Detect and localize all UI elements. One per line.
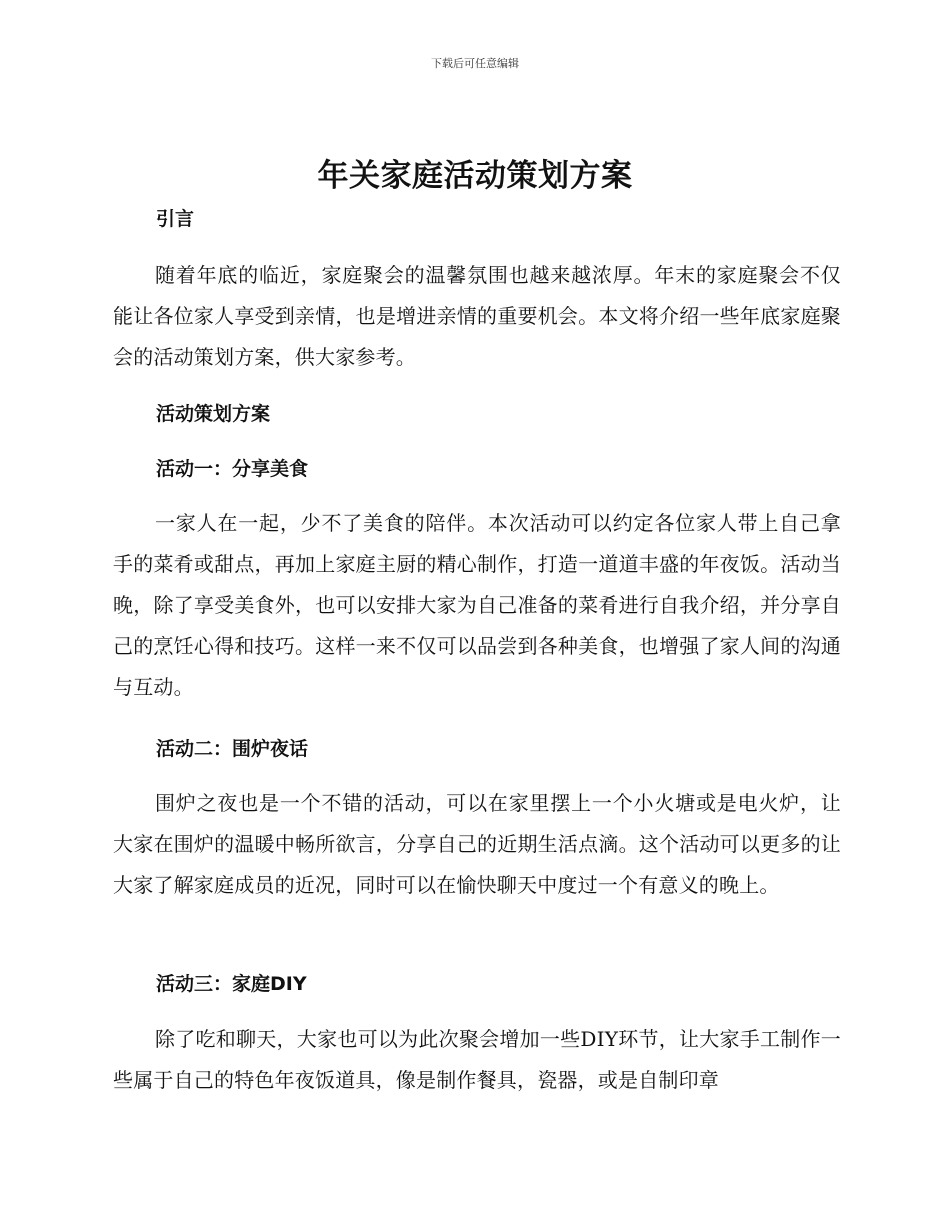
section-heading-activity-1: 活动一：分享美食 [156, 458, 309, 480]
paragraph-activity-3: 除了吃和聊天，大家也可以为此次聚会增加一些DIY环节，让大家手工制作一些属于自己的特色年夜饭道具，像是制作餐具，瓷器，或是自制印章 [113, 1027, 841, 1092]
section-heading-plan: 活动策划方案 [156, 403, 271, 425]
paragraph-intro: 随着年底的临近，家庭聚会的温馨氛围也越来越浓厚。年末的家庭聚会不仅能让各位家人享受到亲情，也是增进亲情的重要机会。本文将介绍一些年底家庭聚会的活动策划方案，供大家参考。 [113, 263, 841, 369]
paragraph-activity-1: 一家人在一起，少不了美食的陪伴。本次活动可以约定各位家人带上自己拿手的菜肴或甜点，再加上家庭主厨的精心制作，打造一道道丰盛的年夜饭。活动当晚，除了享受美食外，也可以安排大家为自己准备的菜肴进行自我介绍，并分享自己的烹饪心得和技巧。这样一来不仅可以品尝到各种美食，也增强了家人间的沟通与互动。 [113, 511, 841, 699]
section-heading-activity-3: 活动三：家庭DIY [156, 973, 307, 995]
paragraph-activity-2: 围炉之夜也是一个不错的活动，可以在家里摆上一个小火塘或是电火炉，让大家在围炉的温暖中畅所欲言，分享自己的近期生活点滴。这个活动可以更多的让大家了解家庭成员的近况，同时可以在愉快聊天中度过一个有意义的晚上。 [113, 791, 841, 897]
header-note: 下载后可任意编辑 [431, 57, 519, 70]
document-title: 年关家庭活动策划方案 [317, 158, 633, 194]
section-heading-intro: 引言 [156, 208, 195, 230]
section-heading-activity-2: 活动二：围炉夜话 [156, 738, 309, 760]
